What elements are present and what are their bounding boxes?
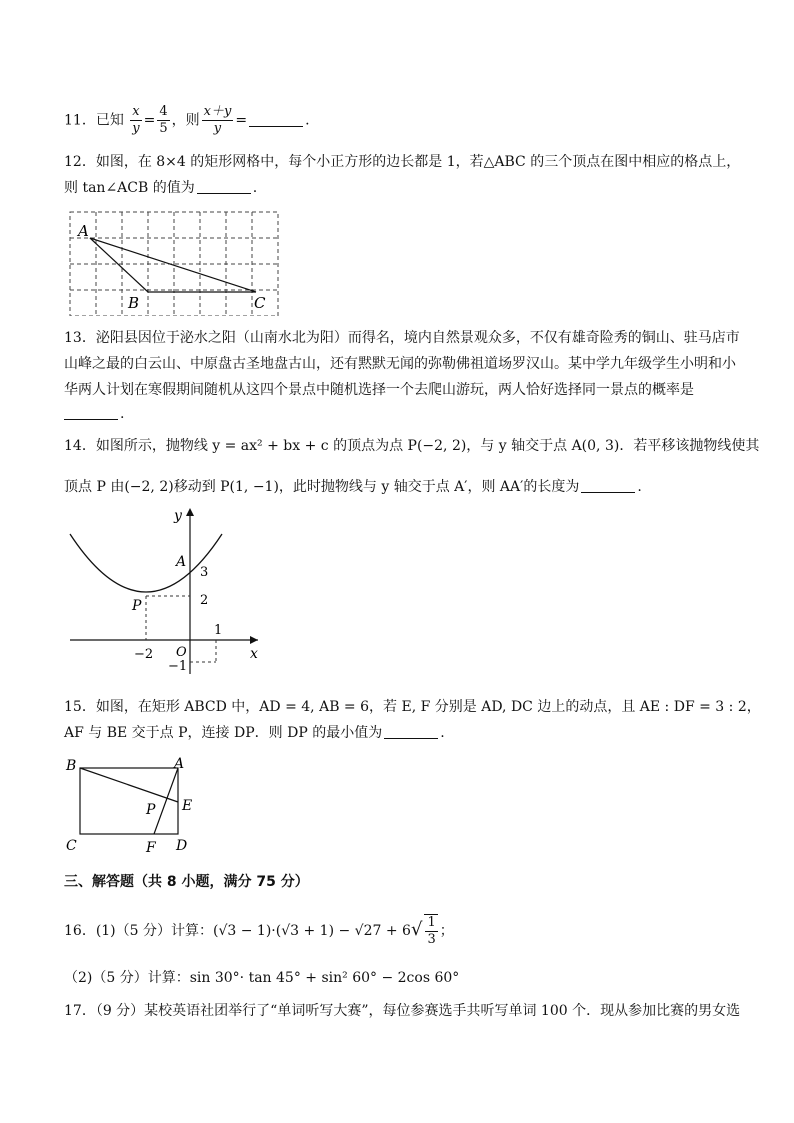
q15-segment-be [80,768,178,802]
q11-f3-num: x＋y [203,104,232,119]
q11-f2-den: 5 [159,121,168,136]
q15-rectangle-abcd [80,768,178,834]
q11-text-2: ，则 [171,112,200,129]
q16-sqrt-sign: √ [410,919,423,940]
q14-y-label: y [174,508,182,524]
q16-part-1-label: 16．(1)（5 分）计算： [64,923,214,939]
q12-line-2 [64,178,257,198]
q14-parabola-figure [64,504,264,676]
q11-f1-den: y [132,121,140,136]
q11-eq-2: = [235,112,248,129]
q11-end: . [305,112,310,129]
q11-line [64,104,310,137]
q12-answer-blank[interactable] [197,179,251,194]
q11-fraction-4-over-5 [157,104,169,137]
q11-f1-num: x [132,104,140,119]
q15-label-c: C [66,838,77,854]
q16-part-1-end: ； [439,923,454,939]
q15-label-b: B [66,758,77,774]
q16-part-2 [64,968,459,988]
q14-tick-neg2: −2 [134,647,154,662]
q16-part-2-label: （2)（5 分）计算： [64,970,190,986]
q16-part-2-expr: sin 30°· tan 45° + sin² 60° − 2cos 60° [189,970,460,986]
q16-part-1-fraction [424,914,437,948]
q14-tick-1: 1 [214,623,223,638]
q13-line-2: 山峰之最的白云山、中原盘古圣地盘古山，还有黙默无闻的弥勒佛祖道场罗汉山。某中学九年级学生小明和小 [64,356,736,372]
q12-end: . [252,180,258,196]
q13-answer-blank[interactable] [64,405,118,420]
q15-answer-blank[interactable] [384,724,438,739]
q14-answer-blank[interactable] [581,478,635,493]
q14-parabola [70,534,222,592]
q16-frac-den: 3 [427,932,436,947]
q14-x-arrow [250,636,258,644]
q11-text-1: 已知 [95,112,124,129]
q17-line-1: 17．（9 分）某校英语社团举行了“单词听写大赛”，每位参赛选手共听写单词 100 个．现从参加比赛的男女选 [64,1003,741,1019]
q14-tick-3: 3 [200,565,209,580]
q14-x-label: x [250,646,258,662]
q13-line-3: 华两人计划在寒假期间随机从这四个景点中随机选择一个去爬山游玩，两人恰好选择同一景点的概率是 [64,382,694,398]
q15-text: AF 与 BE 交于点 P，连接 DP．则 DP 的最小值为 [64,725,383,741]
q15-label-e: E [182,798,193,814]
q14-y-arrow [186,508,194,516]
q11-number: 11． [64,112,96,129]
q16-part-1 [64,914,454,948]
q13-line-4 [64,404,124,424]
q11-f3-den: y [213,121,222,136]
q15-label-f: F [146,840,156,856]
q12-label-b: B [128,294,140,312]
q15-line-1: 15．如图，在矩形 ABCD 中，AD = 4, AB = 6，若 E, F 分别是 AD, DC 边上的动点，且 AE : DF = 3 : 2， [64,699,761,715]
q13-line-1: 13．泌阳县因位于泌水之阳（山南水北为阳）而得名，境内自然景观众多，不仅有雄奇险秀的铜山、驻马店市 [64,330,740,346]
q12-text: 则 tan∠ACB 的值为 [64,180,195,196]
q12-grid-lines [70,212,278,316]
q14-tick-neg1: −1 [168,659,188,674]
q13-end: . [120,406,125,422]
q15-end: . [440,725,445,741]
q12-triangle-abc [90,238,256,292]
q11-answer-blank[interactable] [249,112,303,127]
q11-fraction-x-over-y [130,104,141,137]
q15-line-2 [64,723,445,743]
q14-text: 顶点 P 由(−2, 2)移动到 P(1, −1)，此时抛物线与 y 轴交于点 A′，则 AA′的长度为 [64,479,580,495]
q14-line-2 [64,477,642,497]
q12-label-c: C [254,294,266,312]
q12-grid-figure [62,206,284,316]
q14-tick-2: 2 [200,593,209,608]
section-3-heading: 三、解答题（共 8 小题，满分 75 分） [64,874,309,890]
q12-line-1: 12．如图，在 8×4 的矩形网格中，每个小正方形的边长都是 1，若△ABC 的三个顶点在图中相应的格点上， [64,154,741,170]
q14-label-o: O [176,645,187,660]
q15-label-p: P [146,802,156,818]
q11-f2-num: 4 [159,104,168,119]
q14-label-p: P [132,598,142,614]
q14-label-a: A [176,554,187,570]
q15-rectangle-figure [62,756,202,856]
q15-label-a: A [174,756,185,772]
q12-label-a: A [78,222,89,240]
q15-label-d: D [176,838,188,854]
q11-eq-1: = [143,112,156,129]
q14-line-1: 14．如图所示，抛物线 y = ax² + bx + c 的顶点为点 P(−2, 2)，与 y 轴交于点 A(0, 3)．若平移该抛物线使其 [64,438,760,454]
q11-fraction-sum-over-y [202,104,234,137]
q16-frac-num: 1 [427,915,436,930]
q14-end: . [637,479,642,495]
q16-part-1-expr: (√3 − 1)·(√3 + 1) − √27 + 6 [213,923,411,939]
